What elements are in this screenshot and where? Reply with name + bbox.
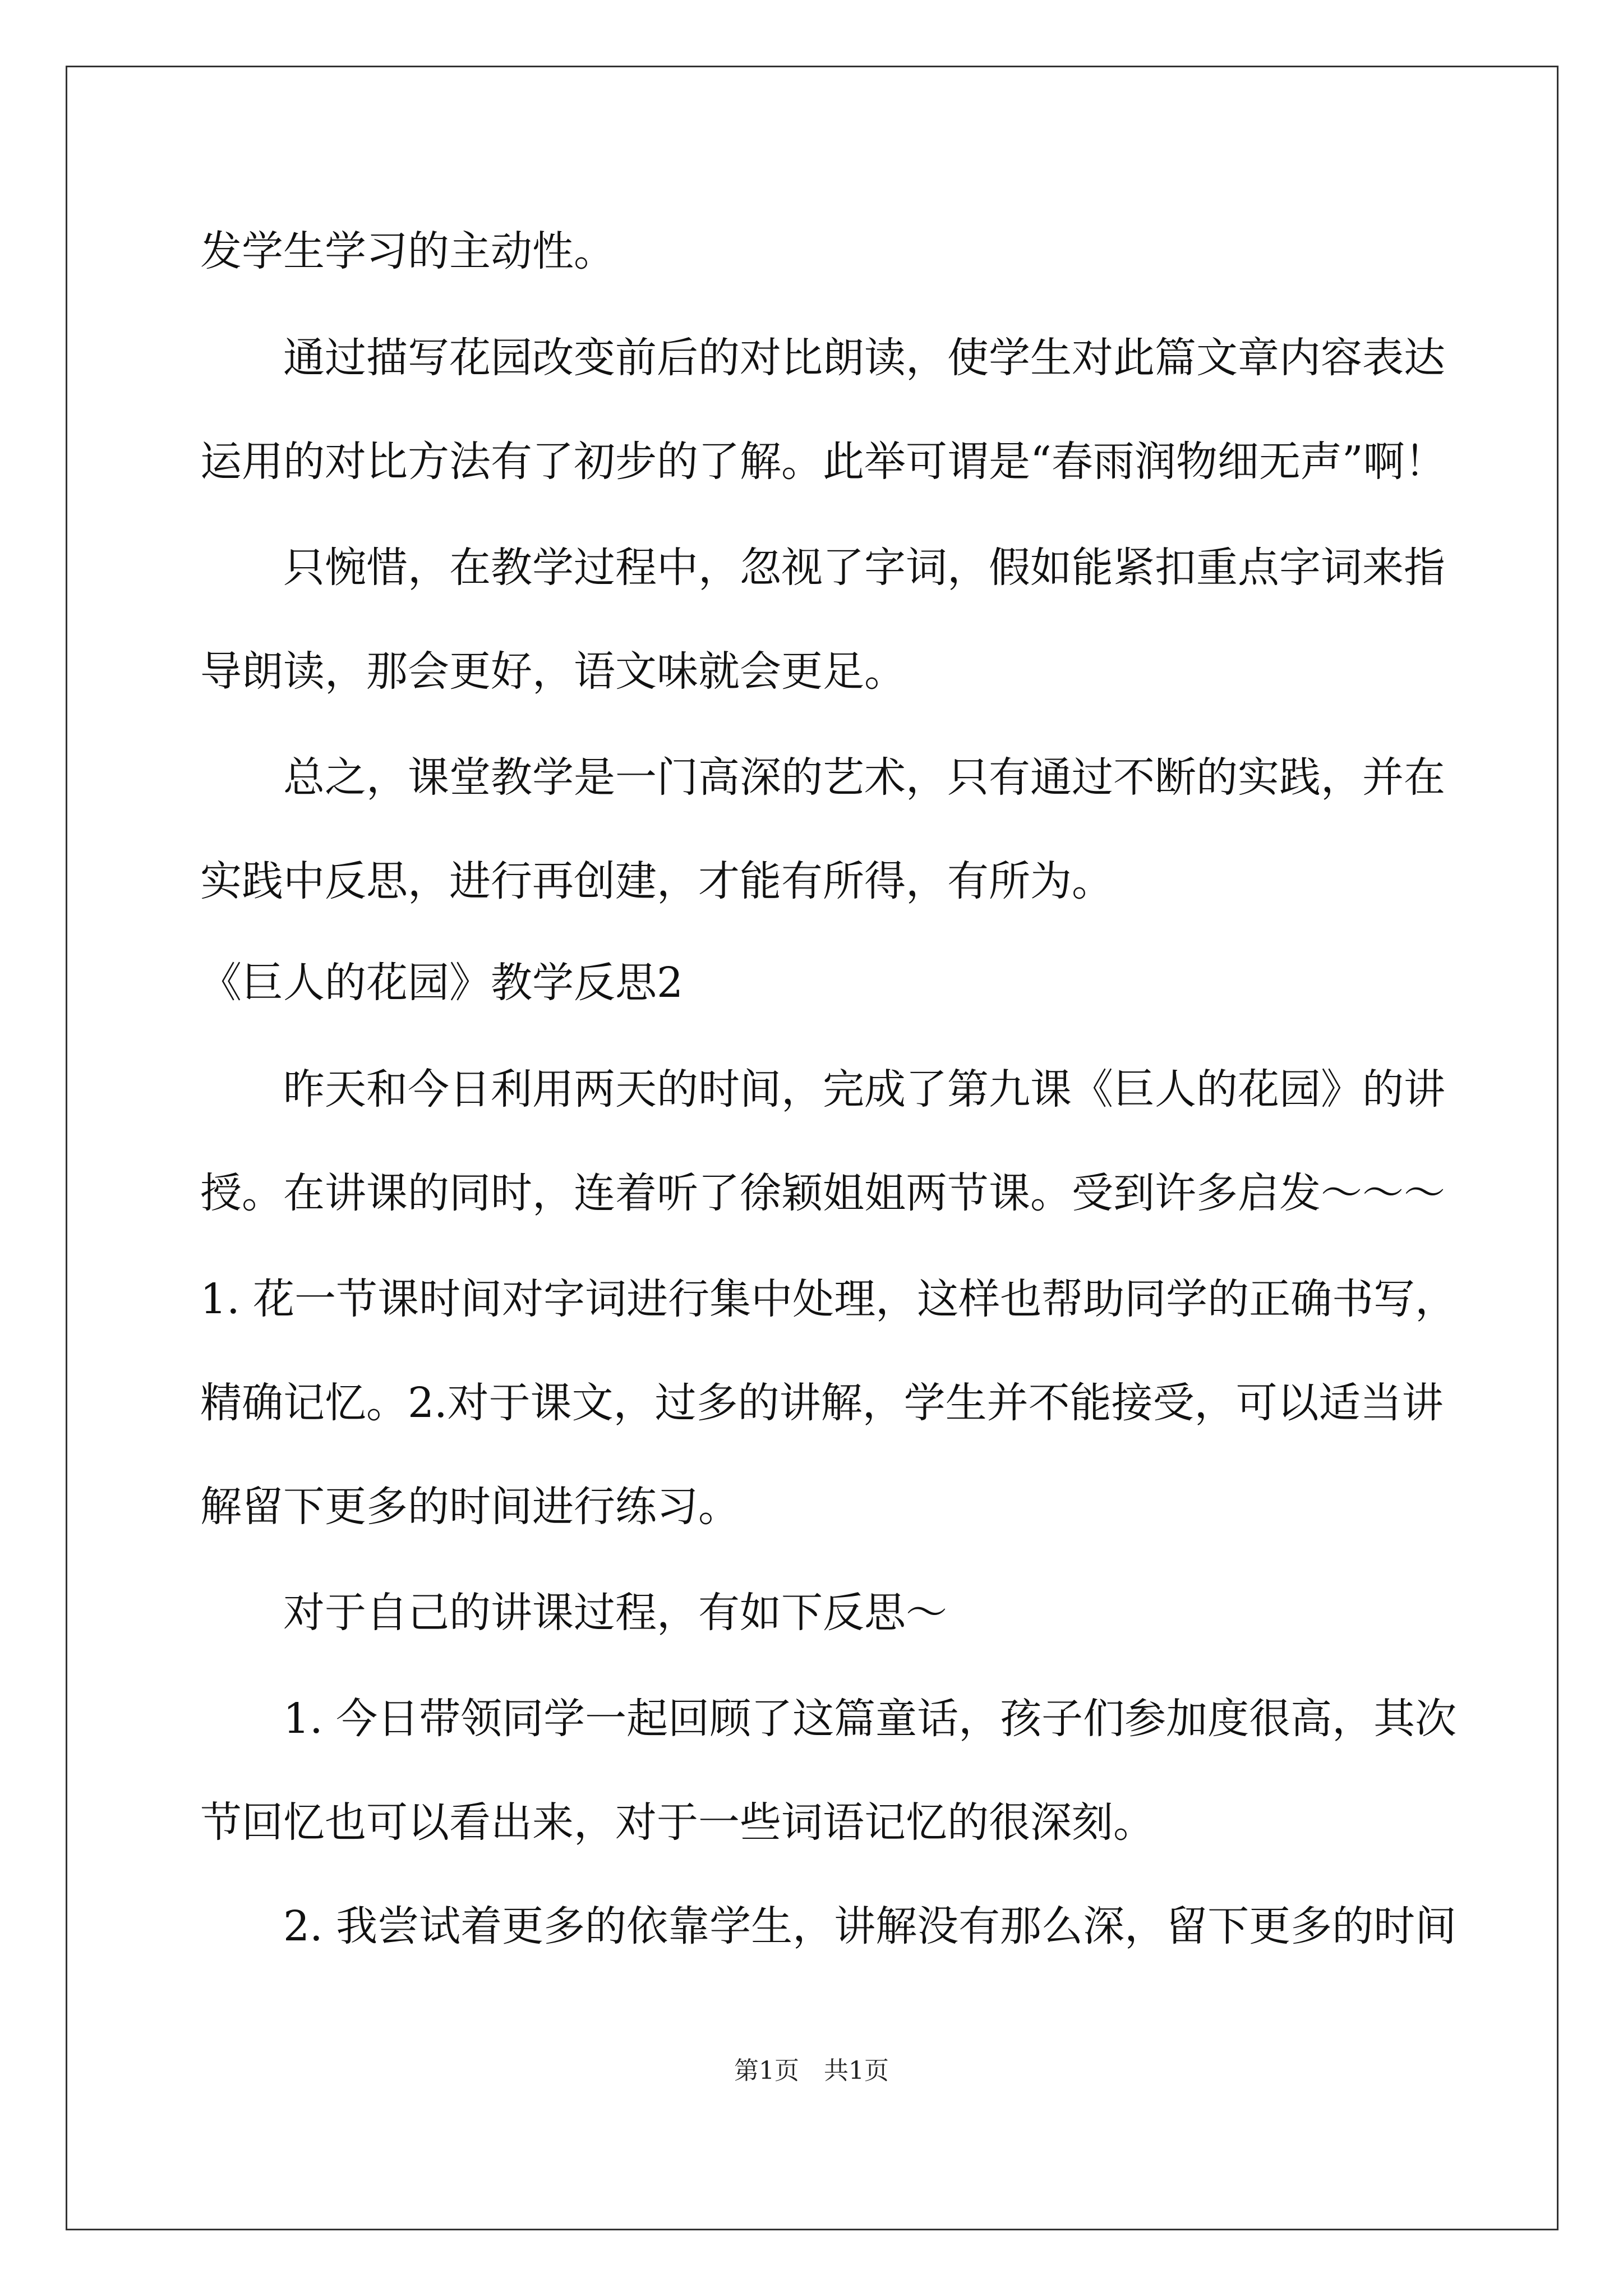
text-line: 实践中反思，进行再创建，才能有所得，有所为。 [200, 857, 1113, 905]
paragraph-line: 对于自己的讲课过程，有如下反思～ [283, 1589, 947, 1637]
text-line: 授。在讲课的同时，连着听了徐颖姐姐两节课。受到许多启发～～～ [200, 1169, 1445, 1217]
text-line: 运用的对比方法有了初步的了解。此举可谓是“春雨润物细无声”啊！ [200, 438, 1446, 486]
section-heading: 《巨人的花园》教学反思2 [200, 959, 684, 1007]
paragraph-line: 昨天和今日利用两天的时间，完成了第九课《巨人的花园》的讲 [283, 1065, 1445, 1114]
paragraph-line: 只惋惜，在教学过程中，忽视了字词，假如能紧扣重点字词来指 [283, 544, 1445, 592]
paragraph-line: 2. 我尝试着更多的依靠学生，讲解没有那么深，留下更多的时间 [283, 1902, 1457, 1950]
paragraph-line: 通过描写花园改变前后的对比朗读，使学生对此篇文章内容表达 [283, 334, 1445, 382]
text-line: 精确记忆。2.对于课文，过多的讲解，学生并不能接受，可以适当讲 [200, 1379, 1444, 1427]
text-line: 发学生学习的主动性。 [200, 227, 615, 275]
text-line: 解留下更多的时间进行练习。 [200, 1483, 740, 1531]
text-line: 导朗读，那会更好，语文味就会更足。 [200, 647, 906, 696]
page-number-footer: 第1页 共1页 [734, 2056, 889, 2085]
text-line: 节回忆也可以看出来，对于一些词语记忆的很深刻。 [200, 1798, 1155, 1847]
paragraph-line: 总之，课堂教学是一门高深的艺术，只有通过不断的实践，并在 [283, 753, 1445, 802]
text-line: 1. 花一节课时间对字词进行集中处理，这样也帮助同学的正确书写， [200, 1275, 1457, 1323]
paragraph-line: 1. 今日带领同学一起回顾了这篇童话，孩子们参加度很高，其次 [283, 1695, 1457, 1743]
